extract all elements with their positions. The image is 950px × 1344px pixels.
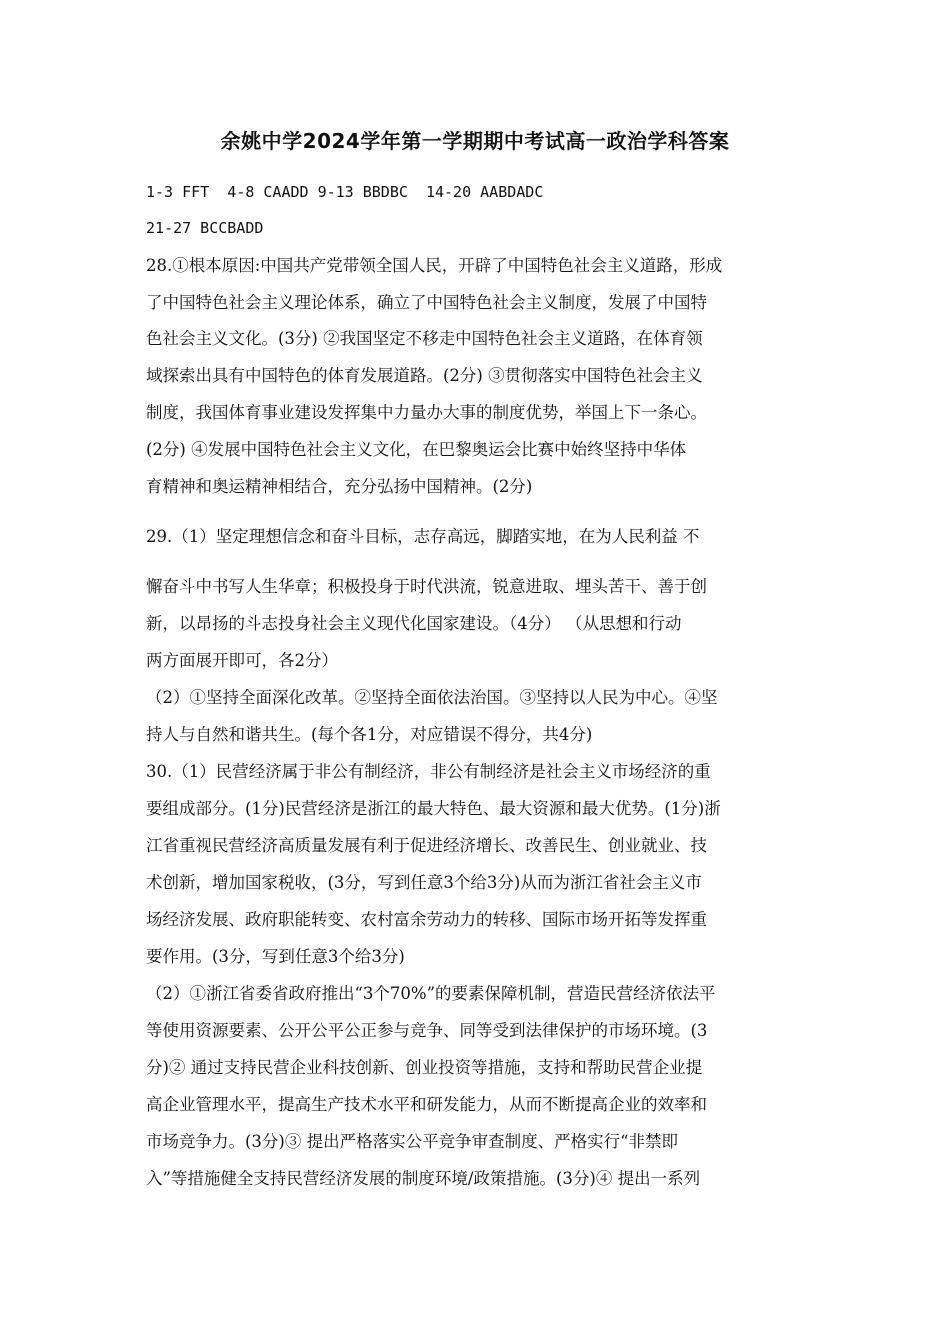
q30-line: 等使用资源要素、公开公平公正参与竞争、同等受到法律保护的市场环境。(3 [146,1021,708,1040]
q30-line: 场经济发展、政府职能转变、农村富余劳动力的转移、国际市场开拓等发挥重 [146,910,707,929]
q29-line: （2）①坚持全面深化改革。②坚持全面依法治国。③坚持以人民为中心。④坚 [146,688,718,707]
q30-line: （2）①浙江省委省政府推出“3个70%”的要素保障机制，营造民营经济依法平 [146,984,716,1003]
q28-line: 育精神和奥运精神相结合，充分弘扬中国精神。(2分) [146,477,533,496]
q28-line: 域探索出具有中国特色的体育发展道路。(2分) ③贯彻落实中国特色社会主义 [146,366,703,385]
q30-line: 分)② 通过支持民营企业科技创新、创业投资等措施，支持和帮助民营企业提 [146,1058,703,1077]
q30-line: 30.（1）民营经济属于非公有制经济，非公有制经济是社会主义市场经济的重 [146,762,711,781]
choice-answers-row-2: 21-27 BCCBADD [146,219,264,237]
q30-line: 市场竞争力。(3分)③ 提出严格落实公平竞争审查制度、严格实行“非禁即 [146,1132,679,1151]
q30-line: 要作用。(3分，写到任意3个给3分) [146,947,405,966]
q29-line: 新，以昂扬的斗志投身社会主义现代化国家建设。（4分） （从思想和行动 [146,614,682,633]
q30-line: 术创新，增加国家税收，(3分，写到任意3个给3分)从而为浙江省社会主义市 [146,873,702,892]
q28-line: (2分) ④发展中国特色社会主义文化，在巴黎奥运会比赛中始终坚持中华体 [146,440,687,459]
q28-line: 制度，我国体育事业建设发挥集中力量办大事的制度优势，举国上下一条心。 [146,403,707,422]
q28-line: 色社会主义文化。(3分) ②我国坚定不移走中国特色社会主义道路，在体育领 [146,329,703,348]
q28-line: 了中国特色社会主义理论体系，确立了中国特色社会主义制度，发展了中国特 [146,293,707,312]
q29-line: 29.（1）坚定理想信念和奋斗目标，志存高远，脚踏实地，在为人民利益 不 [146,527,700,546]
q28-line: 28.①根本原因:中国共产党带领全国人民，开辟了中国特色社会主义道路，形成 [146,256,723,275]
q29-line: 两方面展开即可，各2分） [146,651,338,670]
q30-line: 入”等措施健全支持民营经济发展的制度环境/政策措施。(3分)④ 提出一系列 [146,1169,701,1188]
q30-line: 江省重视民营经济高质量发展有利于促进经济增长、改善民生、创业就业、技 [146,836,707,855]
choice-answers-row-1: 1-3 FFT 4-8 CAADD 9-13 BBDBC 14-20 AABDADC [146,183,544,201]
q29-line: 懈奋斗中书写人生华章；积极投身于时代洪流，锐意进取、埋头苦干、善于创 [146,577,707,596]
q30-line: 要组成部分。(1分)民营经济是浙江的最大特色、最大资源和最大优势。(1分)浙 [146,799,721,818]
page-title: 余姚中学2024学年第一学期期中考试高一政治学科答案 [220,129,730,153]
q30-line: 高企业管理水平，提高生产技术水平和研发能力，从而不断提高企业的效率和 [146,1095,707,1114]
q29-line: 持人与自然和谐共生。(每个各1分，对应错误不得分，共4分) [146,725,593,744]
